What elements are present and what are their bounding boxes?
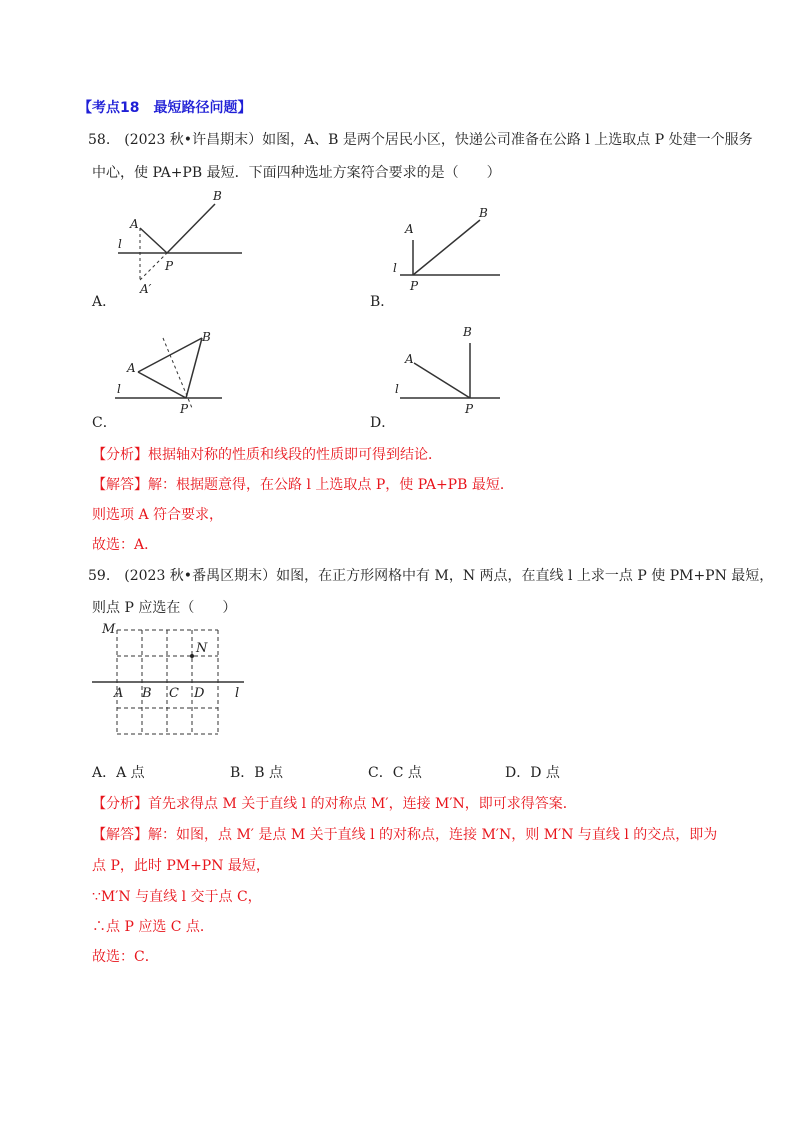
fig-d-label-b: B: [463, 325, 472, 339]
fig-c-label-a: A: [127, 361, 136, 375]
q58-option-a: A．: [92, 294, 117, 310]
fig-b-label-l: l: [393, 261, 397, 275]
fig-c-label-l: l: [117, 382, 121, 396]
q58-answer: 故选：A．: [92, 537, 159, 553]
fig-a-label-p: P: [165, 259, 174, 273]
grid-label-c: C: [169, 686, 179, 701]
grid-label-b: B: [142, 686, 152, 701]
fig-b-label-p: P: [410, 279, 419, 293]
grid-label-a: A: [114, 686, 124, 701]
q59-solution-line2: 点 P，此时 PM+PN 最短，: [92, 858, 270, 874]
fig-b-label-b: B: [479, 206, 488, 220]
q58-solution: 【解答】解：根据题意得，在公路 l 上选取点 P，使 PA+PB 最短．: [92, 477, 514, 493]
q58-option-c: C．: [92, 415, 117, 431]
q59-option-b: B．B 点: [230, 765, 284, 781]
q59-analysis: 【分析】首先求得点 M 关于直线 l 的对称点 M′，连接 M′N，即可求得答案．: [92, 796, 577, 812]
q58-option-d: D．: [370, 415, 396, 431]
section-heading: 【考点18 最短路径问题】: [78, 100, 252, 116]
q59-because: ∵M′N 与直线 l 交于点 C，: [92, 889, 262, 905]
fig-a-label-b: B: [213, 189, 222, 203]
q58-analysis: 【分析】根据轴对称的性质和线段的性质即可得到结论．: [92, 447, 442, 463]
q59-therefore: ∴点 P 应选 C 点．: [92, 919, 214, 935]
fig-d-label-l: l: [395, 382, 399, 396]
fig-a-label-a: A: [130, 217, 139, 231]
q59-option-d: D．D 点: [505, 765, 560, 781]
fig-d-label-p: P: [465, 402, 474, 416]
q59-text-line1: 59. (2023 秋•番禺区期末）如图，在正方形网格中有 M，N 两点，在直线 l 上求一点 P 使 PM+PN 最短，: [88, 568, 774, 584]
fig-c-label-p: P: [180, 402, 189, 416]
fig-a-label-a-prime: A′: [140, 282, 152, 296]
q59-option-a: A．A 点: [92, 765, 145, 781]
fig-a-label-l: l: [118, 237, 122, 251]
grid-label-m: M: [102, 622, 116, 637]
fig-b-label-a: A: [405, 222, 414, 236]
grid-label-d: D: [194, 686, 205, 701]
grid-label-n: N: [196, 641, 208, 656]
grid-label-l: l: [235, 686, 240, 701]
q59-option-c: C．C 点: [368, 765, 422, 781]
q58-text-line2: 中心，使 PA+PB 最短．下面四种选址方案符合要求的是（ ）: [92, 165, 501, 181]
q58-text-line1: 58. (2023 秋•许昌期末）如图，A、B 是两个居民小区，快递公司准备在公路 l 上选取点 P 处建一个服务: [88, 132, 753, 148]
fig-c-label-b: B: [202, 330, 211, 344]
q58-option-b: B．: [370, 294, 395, 310]
q59-solution-line1: 【解答】解：如图，点 M′ 是点 M 关于直线 l 的对称点，连接 M′N，则 M′N 与直线 l 的交点，即为: [92, 827, 718, 843]
q58-conclusion: 则选项 A 符合要求，: [92, 507, 224, 523]
q59-text-line2: 则点 P 应选在（ ）: [92, 600, 237, 616]
fig-d-label-a: A: [405, 352, 414, 366]
q59-answer: 故选：C．: [92, 949, 159, 965]
